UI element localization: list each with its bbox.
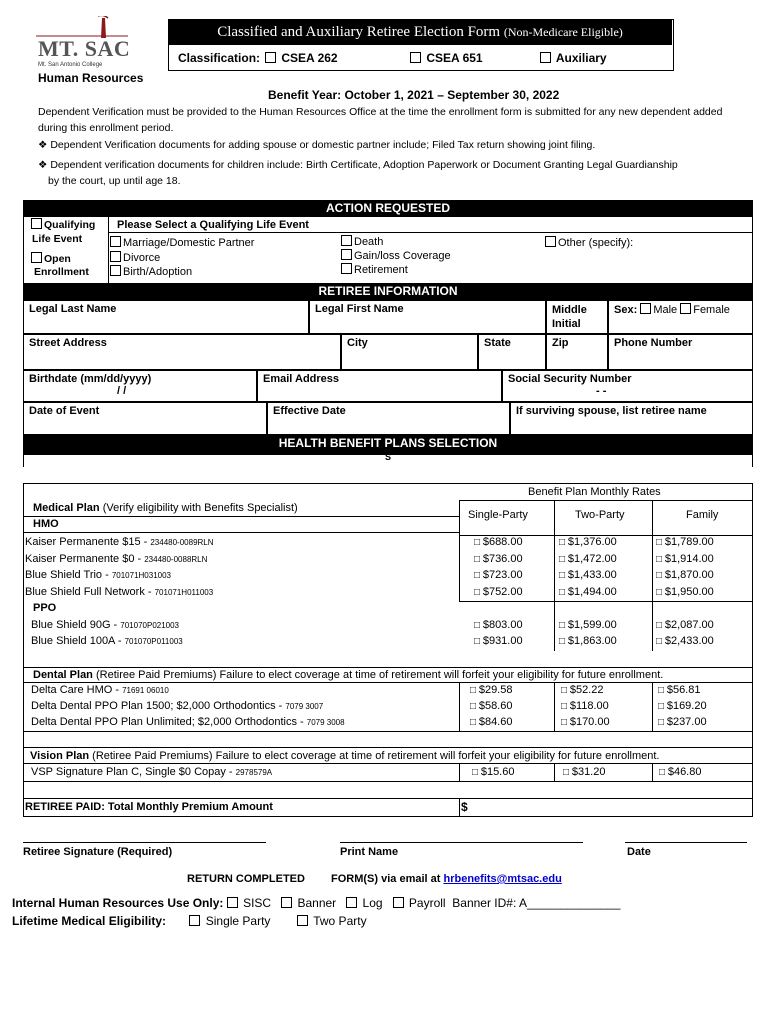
checkbox-icon[interactable]: □	[658, 701, 667, 712]
field-label: Street Address	[29, 337, 107, 349]
plan-code: 234480-0088RLN	[144, 554, 208, 564]
event-other[interactable]	[545, 236, 633, 249]
table-divider	[554, 763, 555, 781]
plan-code: 2978579A	[235, 768, 273, 777]
option-label: Two Party	[313, 914, 367, 928]
life-events-col-1	[110, 236, 254, 280]
internal-log[interactable]	[346, 896, 382, 910]
qualifying-life-event-option[interactable]	[31, 218, 95, 231]
classification-label: Classification:	[178, 51, 261, 65]
checkbox-icon[interactable]: □	[559, 620, 568, 631]
rate-single-option[interactable]	[470, 684, 512, 696]
intro-line-2: during this enrollment period.	[38, 122, 174, 134]
total-premium-label: RETIREE PAID: Total Monthly Premium Amount	[25, 801, 273, 813]
rate-single-option[interactable]	[474, 586, 523, 598]
plan-code: 234480-0089RLN	[150, 538, 214, 547]
intro-line-1: Dependent Verification must be provided to the Human Resources Office at the time the enrollment form is submitted for any new dependent added	[38, 106, 723, 118]
checkbox-icon[interactable]	[189, 915, 200, 926]
checkbox-icon[interactable]	[640, 303, 651, 314]
checkbox-icon[interactable]: □	[474, 537, 483, 548]
date-label: Date	[627, 846, 651, 858]
checkbox-icon[interactable]	[31, 252, 42, 263]
family-header: Family	[686, 509, 719, 521]
rate-two-option[interactable]	[559, 569, 617, 581]
rate-single-option[interactable]	[472, 766, 514, 778]
plan-name-text: Blue Shield Full Network -	[25, 585, 155, 598]
rate-two-option[interactable]	[561, 716, 610, 728]
field-label: Legal Last Name	[29, 303, 117, 315]
lifetime-two[interactable]	[297, 914, 366, 928]
internal-sisc[interactable]	[227, 896, 271, 910]
checkbox-icon[interactable]: □	[656, 553, 665, 565]
rate-family-option[interactable]	[656, 635, 714, 647]
plan-code: 7079 3008	[306, 718, 345, 727]
checkbox-icon[interactable]: □	[561, 701, 570, 712]
return-forms-text: FORM(S) via email at	[331, 873, 441, 885]
diamond-bullet-icon: ❖	[38, 139, 51, 151]
rate-two-option[interactable]	[559, 586, 617, 598]
plan-name	[31, 700, 323, 712]
checkbox-icon[interactable]: □	[658, 685, 667, 696]
checkbox-icon[interactable]: □	[474, 553, 483, 565]
checkbox-icon[interactable]: □	[563, 767, 572, 778]
table-divider	[652, 763, 653, 781]
street-address-field[interactable]	[23, 334, 341, 370]
internal-banner[interactable]	[281, 896, 336, 910]
sex-female-option[interactable]	[680, 304, 730, 316]
plan-code: 701071H031003	[111, 571, 171, 580]
rate-family-option[interactable]	[656, 569, 714, 581]
event-retirement[interactable]	[341, 263, 451, 277]
option-label: CSEA 651	[426, 51, 483, 65]
header-s: S	[384, 452, 391, 462]
rate-single-option[interactable]	[470, 716, 512, 728]
middle-initial-field[interactable]	[546, 300, 608, 334]
form-subtitle: (Non-Medicare Eligible)	[503, 25, 623, 39]
vision-plan-title	[30, 750, 660, 762]
field-label: Sex:	[614, 304, 638, 316]
rate-value: $84.60	[478, 716, 513, 728]
field-label: State	[484, 337, 511, 349]
checkbox-icon[interactable]: □	[656, 620, 665, 631]
birthdate-field[interactable]	[23, 370, 257, 402]
field-label: Phone Number	[614, 337, 693, 349]
date-separators: / /	[117, 385, 127, 397]
rate-value: $1,870.00	[664, 569, 714, 581]
rate-value: $15.60	[480, 766, 515, 778]
event-death[interactable]	[341, 235, 451, 249]
plan-name	[31, 619, 179, 631]
section-title: Vision Plan	[30, 750, 90, 762]
option-label: SISC	[243, 896, 272, 910]
event-label: Gain/loss Coverage	[354, 250, 451, 262]
rate-value: $1,472.00	[567, 552, 617, 565]
rate-single-option[interactable]	[474, 536, 523, 548]
logo-department: Human Resources	[38, 71, 144, 85]
checkbox-icon[interactable]: □	[559, 537, 568, 548]
rate-family-option[interactable]	[656, 619, 714, 631]
surviving-spouse-field[interactable]	[510, 402, 753, 435]
checkbox-icon[interactable]: □	[559, 636, 568, 647]
two-party-header: Two-Party	[575, 509, 625, 521]
event-label: Divorce	[123, 251, 161, 264]
rate-family-option[interactable]	[656, 536, 714, 548]
checkbox-icon[interactable]: □	[656, 586, 665, 598]
field-label: Email Address	[263, 373, 340, 385]
option-label: Female	[693, 304, 730, 316]
rate-value: $1,914.00	[664, 552, 714, 565]
phone-number-field[interactable]	[608, 334, 753, 370]
rates-header: Benefit Plan Monthly Rates	[528, 486, 661, 498]
dental-warning: Failure to elect coverage at time of retirement will forfeit your eligibility for future enrollment.	[219, 669, 664, 681]
checkbox-icon[interactable]: □	[474, 620, 483, 631]
rate-value: $723.00	[482, 569, 523, 581]
life-events-col-2	[341, 235, 451, 277]
checkbox-icon[interactable]: □	[474, 636, 483, 647]
checkbox-icon[interactable]: □	[470, 701, 479, 712]
open-label: Open	[44, 253, 71, 265]
field-label: Legal First Name	[315, 303, 404, 315]
retiree-info-header: RETIREE INFORMATION	[23, 283, 753, 300]
table-divider	[652, 601, 653, 651]
plan-name-text: Delta Dental PPO Plan 1500; $2,000 Orthodontics -	[31, 700, 286, 712]
logo-name: MT. SAC	[38, 36, 131, 61]
return-completed-label: RETURN COMPLETED	[187, 873, 305, 885]
return-instruction	[331, 873, 562, 885]
checkbox-icon[interactable]	[227, 897, 238, 908]
city-field[interactable]	[341, 334, 478, 370]
checkbox-icon[interactable]	[297, 915, 308, 926]
table-divider	[459, 763, 460, 781]
life-event-label: Life Event	[32, 233, 83, 245]
rate-two-option[interactable]	[561, 684, 603, 696]
zip-field[interactable]	[546, 334, 608, 370]
plan-name	[31, 716, 345, 728]
plan-code: 7079 3007	[285, 702, 324, 711]
banner-id-field[interactable]: A______________	[519, 896, 621, 910]
event-marriage[interactable]	[110, 236, 254, 251]
rate-value: $170.00	[569, 716, 610, 728]
option-label: Male	[653, 304, 678, 316]
rate-single-option[interactable]	[474, 619, 523, 631]
plan-name	[25, 569, 171, 581]
event-label: Retirement	[354, 264, 408, 276]
effective-date-field[interactable]	[267, 402, 510, 435]
checkbox-icon[interactable]: □	[561, 685, 570, 696]
table-divider	[459, 682, 460, 731]
field-label: If surviving spouse, list retiree name	[516, 405, 707, 417]
plan-name-text: Blue Shield 90G -	[31, 619, 121, 631]
plan-code: 701070P021003	[120, 621, 180, 630]
plan-name	[31, 684, 169, 696]
rate-two-option[interactable]	[563, 766, 605, 778]
checkbox-icon[interactable]	[281, 897, 292, 908]
table-divider	[652, 535, 653, 602]
hmo-label: HMO	[33, 518, 59, 530]
checkbox-icon[interactable]	[110, 236, 121, 247]
classification-row	[178, 51, 260, 65]
rate-value: $1,494.00	[567, 585, 617, 598]
legal-first-name-field[interactable]	[309, 300, 546, 334]
banner-id-label: Banner ID#:	[452, 896, 517, 910]
form-title	[168, 19, 672, 45]
checkbox-icon[interactable]	[680, 303, 691, 314]
plan-name-text: Blue Shield 100A -	[31, 635, 125, 647]
rate-value: $29.58	[478, 684, 513, 696]
checkbox-icon[interactable]	[545, 236, 556, 247]
classification-auxiliary[interactable]	[540, 51, 607, 65]
health-plans-header	[23, 435, 753, 462]
intro-bullet-1	[38, 139, 595, 151]
open-enrollment-option[interactable]	[31, 252, 71, 265]
rate-family-option[interactable]	[659, 766, 701, 778]
checkbox-icon[interactable]: □	[658, 717, 667, 728]
checkbox-icon[interactable]	[341, 235, 352, 246]
checkbox-icon[interactable]: □	[659, 767, 668, 778]
field-label: Zip	[552, 337, 569, 349]
rate-value: $1,599.00	[567, 619, 617, 631]
checkbox-icon[interactable]	[341, 263, 352, 274]
rate-value: $118.00	[569, 700, 609, 712]
plan-name-text: Kaiser Permanente $15 -	[25, 536, 151, 548]
rate-value: $1,863.00	[567, 635, 617, 647]
diamond-bullet-icon: ❖	[38, 159, 51, 171]
internal-use-row	[12, 896, 620, 910]
rate-value: $931.00	[482, 635, 523, 647]
rate-value: $688.00	[482, 536, 523, 548]
rate-value: $1,950.00	[664, 585, 714, 598]
rate-value: $2,087.00	[664, 619, 714, 631]
sex-male-option[interactable]	[640, 304, 677, 316]
event-birth-adoption[interactable]	[110, 265, 254, 280]
field-label: City	[347, 337, 368, 349]
event-label: Birth/Adoption	[123, 266, 193, 278]
checkbox-icon[interactable]: □	[656, 570, 665, 581]
checkbox-icon[interactable]: □	[559, 570, 568, 581]
ssn-field[interactable]	[502, 370, 753, 402]
classification-csea262[interactable]	[265, 51, 338, 65]
select-life-event-label: Please Select a Qualifying Life Event	[117, 219, 309, 231]
retiree-signature-label: Retiree Signature (Required)	[23, 846, 173, 858]
checkbox-icon[interactable]: □	[559, 586, 568, 598]
section-note: (Retiree Paid Premiums)	[95, 669, 217, 681]
rate-single-option[interactable]	[474, 569, 523, 581]
rate-two-option[interactable]	[559, 619, 617, 631]
plan-name-text: VSP Signature Plan C, Single $0 Copay -	[31, 766, 236, 778]
print-name-label: Print Name	[340, 846, 399, 858]
table-divider	[652, 682, 653, 731]
rate-single-option[interactable]	[474, 635, 523, 647]
rate-family-option[interactable]	[656, 553, 714, 565]
plan-name	[25, 536, 214, 548]
single-party-header: Single-Party	[468, 509, 528, 521]
section-title: Medical Plan	[33, 502, 100, 514]
internal-payroll[interactable]	[393, 896, 446, 910]
bullet-text: Dependent Verification documents for adding spouse or domestic partner include; Filed Tax return showing joint filing.	[50, 139, 596, 151]
rate-value: $46.80	[667, 766, 702, 778]
ssn-separators: - -	[596, 385, 607, 397]
field-label: Date of Event	[29, 405, 100, 417]
checkbox-icon[interactable]	[346, 897, 357, 908]
event-gain-loss[interactable]	[341, 249, 451, 263]
option-label: Single Party	[205, 914, 271, 928]
event-label: Death	[354, 236, 384, 248]
date-of-event-field[interactable]	[23, 402, 267, 435]
legal-last-name-field[interactable]	[23, 300, 309, 334]
rate-single-option[interactable]	[470, 700, 512, 712]
section-note: (Retiree Paid Premiums)	[92, 750, 213, 762]
checkbox-icon[interactable]: □	[559, 553, 568, 565]
plan-name	[25, 553, 207, 565]
hr-benefits-email-link[interactable]: hrbenefits@mtsac.edu	[443, 873, 562, 885]
rate-value: $52.22	[569, 684, 604, 696]
plan-name	[25, 586, 213, 598]
plan-code: 701070P011003	[124, 637, 183, 646]
lifetime-single[interactable]	[189, 914, 270, 928]
enrollment-label: Enrollment	[34, 266, 89, 278]
rate-family-option[interactable]	[658, 700, 707, 712]
rate-two-option[interactable]	[559, 635, 617, 647]
plan-name-text: Delta Care HMO -	[31, 684, 123, 696]
rate-value: $803.00	[482, 619, 523, 631]
health-header-text: HEALTH BENEFIT PLANS SELECTION	[278, 436, 498, 450]
rate-value: $752.00	[482, 585, 523, 598]
plan-name-text: Delta Dental PPO Plan Unlimited; $2,000 Orthodontics -	[31, 716, 307, 728]
checkbox-icon[interactable]: □	[561, 717, 570, 728]
checkbox-icon[interactable]: □	[474, 586, 483, 598]
option-label: Banner	[297, 896, 337, 910]
rate-value: $736.00	[482, 552, 523, 565]
rate-family-option[interactable]	[658, 716, 707, 728]
checkbox-icon[interactable]: □	[470, 685, 479, 696]
checkbox-icon[interactable]: □	[472, 767, 481, 778]
total-premium-field[interactable]: $	[461, 800, 468, 814]
intro-bullet-2-cont: by the court, up until age 18.	[48, 175, 181, 187]
action-requested-header: ACTION REQUESTED	[23, 200, 753, 217]
section-title: Dental Plan	[33, 669, 93, 681]
lifetime-eligibility-row	[12, 914, 367, 928]
ppo-label: PPO	[33, 602, 57, 614]
internal-use-label: Internal Human Resources Use Only:	[12, 896, 224, 910]
checkbox-icon[interactable]	[110, 251, 121, 262]
option-label: CSEA 262	[281, 51, 338, 65]
checkbox-icon[interactable]: □	[656, 636, 665, 647]
checkbox-icon[interactable]: □	[474, 570, 483, 581]
rate-family-option[interactable]	[658, 684, 700, 696]
plan-code: 701071H011003	[154, 587, 214, 597]
checkbox-icon[interactable]	[110, 265, 121, 276]
rate-value: $2,433.00	[664, 635, 714, 647]
rate-value: $1,789.00	[664, 536, 714, 548]
sex-field	[608, 300, 753, 334]
field-label: Birthdate (mm/dd/yyyy)	[29, 373, 152, 385]
medical-plan-title	[33, 502, 298, 514]
classification-csea651[interactable]	[410, 51, 483, 65]
lifetime-label: Lifetime Medical Eligibility:	[12, 914, 167, 928]
vision-warning: Failure to elect coverage at time of retirement will forfeit your eligibility for future enrollment.	[215, 750, 660, 762]
plan-name-text: Blue Shield Trio -	[25, 569, 112, 581]
dental-plan-title	[33, 669, 663, 681]
checkbox-icon[interactable]	[341, 249, 352, 260]
rate-family-option[interactable]	[656, 586, 714, 598]
field-label: Middle	[552, 304, 587, 316]
field-label: Effective Date	[273, 405, 346, 417]
option-label: Payroll	[408, 896, 446, 910]
email-address-field[interactable]	[257, 370, 502, 402]
qualifying-label: Qualifying	[44, 219, 96, 231]
checkbox-icon[interactable]	[540, 52, 551, 63]
table-divider	[554, 682, 555, 731]
checkbox-icon[interactable]	[393, 897, 404, 908]
event-divorce[interactable]	[110, 251, 254, 266]
checkbox-icon[interactable]: □	[656, 537, 665, 548]
table-divider	[554, 601, 555, 651]
table-divider	[554, 535, 555, 602]
event-label: Marriage/Domestic Partner	[123, 237, 255, 249]
option-label: Auxiliary	[555, 51, 607, 65]
plan-code: 71691 06010	[122, 686, 169, 695]
rate-two-option[interactable]	[559, 536, 617, 548]
intro-bullet-2	[38, 159, 678, 171]
bullet-text: Dependent verification documents for children include: Birth Certificate, Adoption Paperwork or Document Granting Legal Guardianship	[50, 159, 678, 171]
benefit-year: Benefit Year: October 1, 2021 – September 30, 2022	[268, 88, 560, 102]
rate-value: $56.81	[666, 684, 701, 696]
rate-value: $237.00	[666, 716, 707, 728]
rate-value: $1,376.00	[567, 536, 617, 548]
form-title-text: Classified and Auxiliary Retiree Election Form	[217, 24, 501, 40]
section-note: (Verify eligibility with Benefits Specialist)	[102, 502, 298, 514]
rate-two-option[interactable]	[559, 553, 617, 565]
logo-subtitle: Mt. San Antonio College	[38, 62, 103, 68]
state-field[interactable]	[478, 334, 546, 370]
field-label-2: Initial	[552, 318, 581, 330]
rate-value: $169.20	[666, 700, 707, 712]
checkbox-icon[interactable]	[265, 52, 276, 63]
checkbox-icon[interactable]	[410, 52, 421, 63]
rate-value: $31.20	[571, 766, 606, 778]
rate-value: $1,433.00	[567, 569, 617, 581]
checkbox-icon[interactable]	[31, 218, 42, 229]
option-label: Log	[362, 896, 383, 910]
checkbox-icon[interactable]: □	[470, 717, 479, 728]
rate-value: $58.60	[478, 700, 513, 712]
plan-name	[31, 635, 183, 647]
field-label: Social Security Number	[508, 373, 632, 385]
plan-name	[31, 766, 272, 778]
rate-two-option[interactable]	[561, 700, 609, 712]
event-label: Other (specify):	[558, 237, 634, 249]
rate-single-option[interactable]	[474, 553, 523, 565]
plan-name-text: Kaiser Permanente $0 -	[25, 552, 145, 565]
